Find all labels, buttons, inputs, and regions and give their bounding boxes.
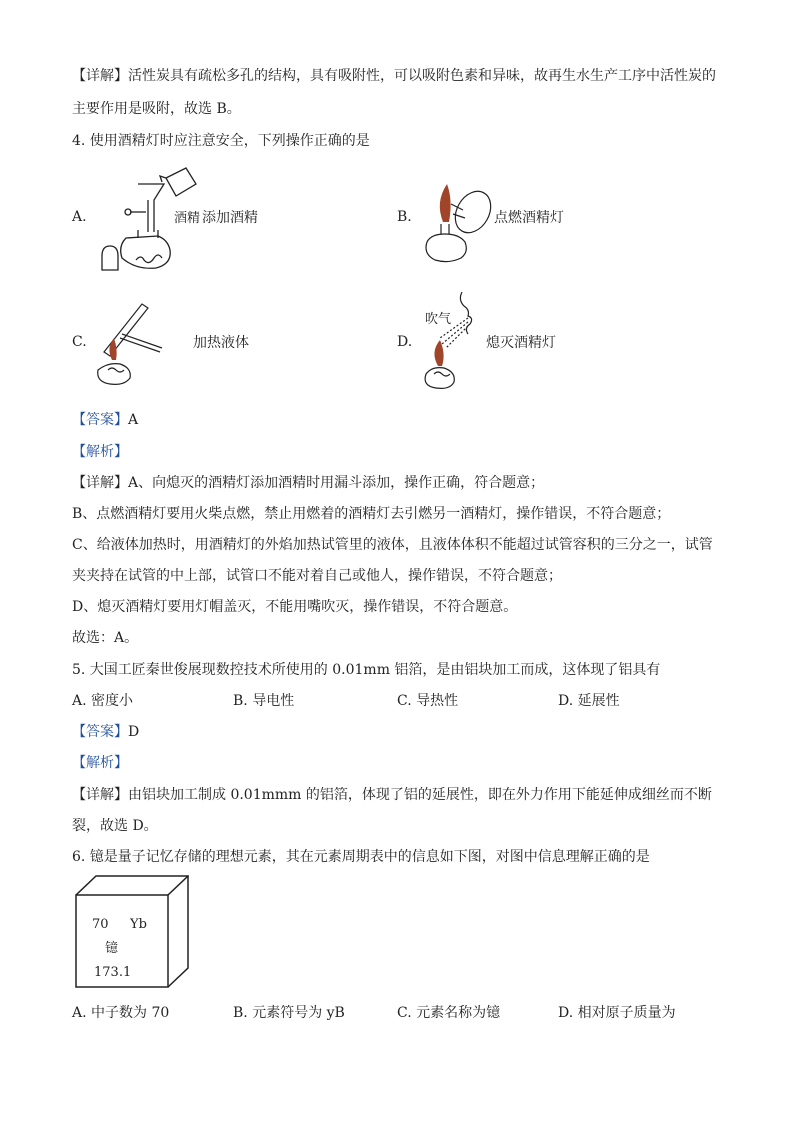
q4-detail-5: D、熄灭酒精灯要用灯帽盖灭，不能用嘴吹灭，操作错误，不符合题意。 bbox=[72, 599, 518, 615]
q5-option-c: C. 导热性 bbox=[397, 693, 459, 709]
blowing-out-lamp-figure bbox=[418, 288, 488, 393]
q4-answer-line bbox=[72, 410, 138, 430]
heating-test-tube-figure bbox=[90, 298, 175, 388]
q4-option-d-inner-label: 吹气 bbox=[425, 312, 452, 327]
intro-line-2: 主要作用是吸附，故选 B。 bbox=[72, 101, 241, 117]
q6-option-b: B. 元素符号为 yB bbox=[233, 1005, 345, 1021]
q5-stem: 5. 大国工匠秦世俊展现数控技术所使用的 0.01mm 铝箔，是由铝块加工而成，这体现了铝具有 bbox=[72, 662, 661, 678]
lighting-lamps-figure bbox=[413, 172, 498, 267]
element-mass: 173.1 bbox=[94, 965, 132, 980]
q6-option-c: C. 元素名称为镱 bbox=[397, 1005, 501, 1021]
q5-analysis-tag: 【解析】 bbox=[72, 755, 128, 771]
q4-answer-tag: 【答案】 bbox=[72, 412, 128, 428]
q4-option-c-caption: 加热液体 bbox=[193, 335, 249, 351]
q5-answer: D bbox=[128, 724, 140, 740]
q4-detail-4: 夹夹持在试管的中上部，试管口不能对着自己或他人，操作错误，不符合题意； bbox=[72, 568, 562, 584]
q6-option-a: A. 中子数为 70 bbox=[72, 1005, 170, 1021]
intro-line-1: 【详解】活性炭具有疏松多孔的结构，具有吸附性，可以吸附色素和异味，故再生水生产工序中活性炭的 bbox=[72, 68, 716, 84]
q5-option-a: A. 密度小 bbox=[72, 693, 134, 709]
q5-detail-1: 【详解】由铝块加工制成 0.01mmm 的铝箔，体现了铝的延展性，即在外力作用下能延伸成细丝而不断 bbox=[72, 787, 712, 803]
q5-option-b: B. 导电性 bbox=[233, 693, 295, 709]
q4-option-a-inner-label: 酒精 bbox=[174, 211, 201, 226]
q4-answer: A bbox=[128, 412, 139, 428]
element-card bbox=[75, 875, 189, 989]
q4-option-a-caption: 添加酒精 bbox=[202, 210, 258, 226]
q5-answer-line bbox=[72, 722, 139, 742]
q6-option-d: D. 相对原子质量为 bbox=[558, 1005, 676, 1021]
q6-stem: 6. 镱是量子记忆存储的理想元素，其在元素周期表中的信息如下图，对图中信息理解正确的是 bbox=[72, 849, 650, 865]
q4-analysis-tag: 【解析】 bbox=[72, 444, 128, 460]
q4-option-d-letter: D. bbox=[397, 334, 413, 350]
q4-option-d-caption: 熄灭酒精灯 bbox=[486, 335, 556, 351]
element-symbol: Yb bbox=[130, 917, 147, 932]
q4-option-a-letter: A. bbox=[72, 209, 87, 225]
q4-detail-3: C、给液体加热时，用酒精灯的外焰加热试管里的液体，且液体体积不能超过试管容积的三分之一，试管 bbox=[72, 537, 713, 553]
q4-option-b-caption: 点燃酒精灯 bbox=[494, 210, 564, 226]
q4-option-b-letter: B. bbox=[397, 209, 412, 225]
element-atomic-number: 70 bbox=[92, 917, 109, 932]
q4-stem: 4. 使用酒精灯时应注意安全，下列操作正确的是 bbox=[72, 133, 370, 149]
q4-detail-1: 【详解】A、向熄灭的酒精灯添加酒精时用漏斗添加，操作正确，符合题意； bbox=[72, 475, 545, 491]
element-name: 镱 bbox=[105, 941, 119, 956]
q4-option-c-letter: C. bbox=[72, 334, 87, 350]
q5-option-d: D. 延展性 bbox=[558, 693, 620, 709]
q5-detail-2: 裂，故选 D。 bbox=[72, 818, 158, 834]
q4-conclusion: 故选：A。 bbox=[72, 630, 139, 646]
q4-detail-2: B、点燃酒精灯要用火柴点燃，禁止用燃着的酒精灯去引燃另一酒精灯，操作错误，不符合题意； bbox=[72, 506, 671, 522]
q5-answer-tag: 【答案】 bbox=[72, 724, 128, 740]
